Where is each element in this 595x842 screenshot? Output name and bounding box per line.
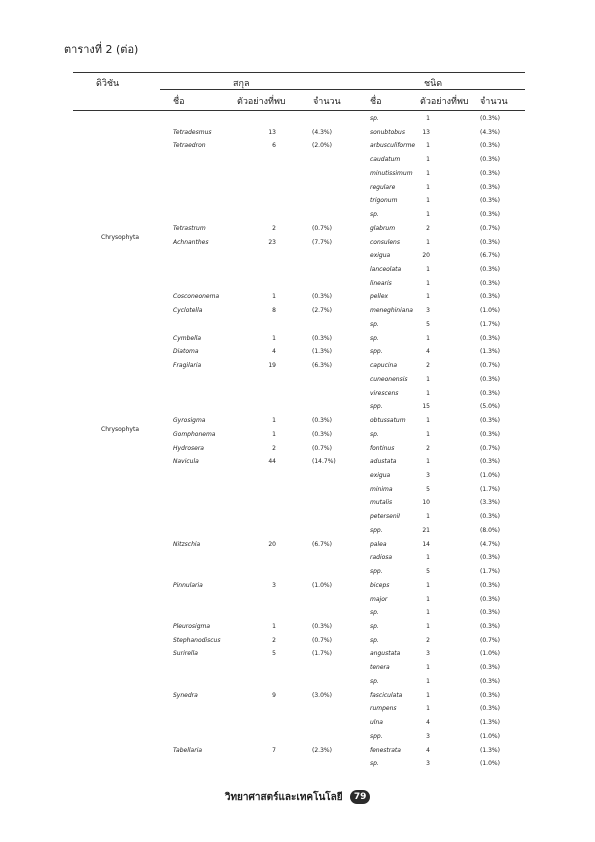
species-count-cell: 3 (426, 307, 430, 315)
species-pct-cell: (4.3%) (480, 128, 500, 136)
species-pct-cell: (1.3%) (480, 746, 500, 754)
genus-count-cell: 2 (272, 636, 276, 644)
species-cell: sonubtobus (370, 128, 405, 136)
species-pct-cell: (1.0%) (480, 471, 500, 479)
species-cell: meneghiniana (370, 307, 413, 315)
species-pct-cell: (0.3%) (480, 417, 500, 425)
genus-pct-cell: (7.7%) (312, 238, 332, 246)
species-cell: spp. (370, 403, 383, 411)
species-count-cell: 1 (426, 169, 430, 177)
species-pct-cell: (0.7%) (480, 224, 500, 232)
genus-pct-cell: (4.3%) (312, 128, 332, 136)
header-genus-sample: ตัวอย่างที่พบ (237, 97, 286, 107)
genus-cell: Tabellaria (173, 746, 203, 754)
species-count-cell: 1 (426, 211, 430, 219)
genus-cell: Fragilaria (173, 362, 202, 370)
species-cell: regulare (370, 183, 396, 191)
species-pct-cell: (0.3%) (480, 211, 500, 219)
genus-pct-cell: (0.3%) (312, 293, 332, 301)
species-cell: caudatum (370, 156, 401, 164)
species-pct-cell: (0.3%) (480, 375, 500, 383)
genus-cell: Pleurosigma (173, 623, 211, 630)
species-count-cell: 14 (422, 540, 430, 548)
genus-pct-cell: (0.3%) (312, 430, 332, 438)
species-cell: spp. (370, 526, 383, 534)
species-cell: sp. (370, 623, 379, 630)
species-pct-cell: (1.3%) (480, 719, 500, 727)
species-cell: radiosa (370, 554, 393, 562)
header-species-name: ชื่อ (370, 97, 382, 107)
species-cell: fontinus (370, 444, 395, 452)
species-pct-cell: (1.7%) (480, 568, 500, 576)
genus-pct-cell: (0.3%) (312, 334, 332, 342)
species-count-cell: 3 (426, 760, 430, 768)
species-count-cell: 1 (426, 458, 430, 466)
genus-count-cell: 13 (268, 128, 276, 136)
species-count-cell: 1 (426, 430, 430, 438)
species-pct-cell: (0.3%) (480, 691, 500, 699)
species-count-cell: 4 (426, 746, 430, 754)
species-count-cell: 1 (426, 554, 430, 562)
species-pct-cell: (1.0%) (480, 760, 500, 768)
species-pct-cell: (1.0%) (480, 307, 500, 315)
genus-count-cell: 1 (272, 417, 276, 425)
species-cell: exigua (370, 252, 391, 260)
genus-cell: Gomphonema (173, 430, 216, 438)
species-cell: sp. (370, 320, 379, 328)
species-cell: minima (370, 485, 393, 493)
genus-cell: Pinnularia (173, 581, 203, 589)
species-cell: sp. (370, 334, 379, 342)
genus-count-cell: 5 (272, 650, 276, 658)
genus-pct-cell: (0.3%) (312, 623, 332, 630)
genus-pct-cell: (0.7%) (312, 224, 332, 232)
species-count-cell: 1 (426, 142, 430, 150)
species-count-cell: 1 (426, 375, 430, 383)
species-count-cell: 5 (426, 485, 430, 493)
species-pct-cell: (4.7%) (480, 540, 500, 548)
species-cell: sp. (370, 430, 379, 438)
species-cell: sp. (370, 211, 379, 219)
species-count-cell: 1 (426, 609, 430, 617)
species-pct-cell: (8.0%) (480, 526, 500, 534)
species-pct-cell: (6.7%) (480, 252, 500, 260)
species-count-cell: 21 (422, 526, 430, 534)
species-count-cell: 1 (426, 691, 430, 699)
species-count-cell: 2 (426, 362, 430, 370)
species-count-cell: 1 (426, 513, 430, 521)
species-pct-cell: (0.3%) (480, 156, 500, 164)
species-pct-cell: (0.3%) (480, 581, 500, 589)
species-pct-cell: (1.3%) (480, 348, 500, 356)
species-pct-cell: (1.7%) (480, 485, 500, 493)
genus-pct-cell: (14.7%) (312, 458, 336, 466)
species-pct-cell: (0.3%) (480, 238, 500, 246)
species-pct-cell: (0.7%) (480, 636, 500, 644)
species-cell: linearis (370, 279, 392, 287)
species-count-cell: 1 (426, 705, 430, 713)
page-footer (0, 790, 595, 805)
species-count-cell: 10 (422, 499, 430, 507)
genus-cell: Navicula (173, 458, 199, 466)
species-pct-cell: (0.3%) (480, 705, 500, 713)
header-mid-rule (160, 89, 525, 90)
species-count-cell: 3 (426, 732, 430, 740)
species-pct-cell: (0.3%) (480, 677, 500, 685)
species-pct-cell: (0.3%) (480, 142, 500, 150)
species-pct-cell: (0.3%) (480, 115, 500, 122)
table-top-rule (73, 72, 525, 73)
species-pct-cell: (0.3%) (480, 554, 500, 562)
species-cell: spp. (370, 568, 383, 576)
species-cell: capucina (370, 362, 398, 370)
header-genus-group: สกุล (233, 79, 250, 89)
species-cell: virescens (370, 389, 399, 397)
species-count-cell: 1 (426, 677, 430, 685)
species-count-cell: 1 (426, 115, 430, 122)
genus-count-cell: 9 (272, 691, 276, 699)
species-cell: spp. (370, 732, 383, 740)
genus-count-cell: 8 (272, 307, 276, 315)
species-pct-cell: (0.3%) (480, 266, 500, 274)
genus-pct-cell: (1.3%) (312, 348, 332, 356)
species-pct-cell: (0.3%) (480, 458, 500, 466)
header-genus-name: ชื่อ (173, 97, 185, 107)
species-count-cell: 4 (426, 348, 430, 356)
genus-cell: Tetrastrum (173, 224, 206, 232)
species-count-cell: 1 (426, 595, 430, 603)
species-pct-cell: (0.3%) (480, 334, 500, 342)
genus-count-cell: 19 (268, 362, 276, 370)
species-count-cell: 1 (426, 197, 430, 205)
species-count-cell: 5 (426, 320, 430, 328)
header-bottom-rule (73, 110, 525, 111)
species-count-cell: 1 (426, 664, 430, 672)
genus-count-cell: 1 (272, 623, 276, 630)
genus-count-cell: 3 (272, 581, 276, 589)
species-cell: obtussatum (370, 417, 406, 425)
species-cell: angustata (370, 650, 401, 658)
species-cell: cuneonensis (370, 375, 408, 383)
genus-count-cell: 20 (268, 540, 276, 548)
species-cell: fenestrata (370, 746, 401, 754)
species-pct-cell: (0.3%) (480, 183, 500, 191)
genus-pct-cell: (0.3%) (312, 417, 332, 425)
genus-pct-cell: (0.7%) (312, 444, 332, 452)
genus-count-cell: 6 (272, 142, 276, 150)
genus-cell: Tetradesmus (173, 128, 212, 136)
species-pct-cell: (0.7%) (480, 444, 500, 452)
genus-cell: Diatoma (173, 348, 199, 356)
species-cell: trigonum (370, 197, 398, 205)
species-cell: sp. (370, 636, 379, 644)
journal-name: วิทยาศาสตร์และเทคโนโลยี (224, 792, 343, 803)
species-count-cell: 15 (422, 403, 430, 411)
genus-count-cell: 2 (272, 224, 276, 232)
species-cell: adustata (370, 458, 397, 466)
species-count-cell: 2 (426, 444, 430, 452)
genus-pct-cell: (3.0%) (312, 691, 332, 699)
genus-pct-cell: (1.7%) (312, 650, 332, 658)
species-count-cell: 1 (426, 156, 430, 164)
genus-pct-cell: (1.0%) (312, 581, 332, 589)
species-count-cell: 1 (426, 334, 430, 342)
species-pct-cell: (3.3%) (480, 499, 500, 507)
species-count-cell: 3 (426, 650, 430, 658)
genus-pct-cell: (6.3%) (312, 362, 332, 370)
species-count-cell: 1 (426, 183, 430, 191)
genus-count-cell: 1 (272, 430, 276, 438)
species-count-cell: 1 (426, 293, 430, 301)
species-count-cell: 4 (426, 719, 430, 727)
header-species-sample: ตัวอย่างที่พบ (420, 97, 469, 107)
species-cell: sp. (370, 115, 379, 122)
species-cell: arbusculiforme (370, 142, 416, 150)
genus-count-cell: 7 (272, 746, 276, 754)
species-cell: sp. (370, 760, 379, 768)
genus-cell: Nitzschia (173, 540, 201, 548)
species-count-cell: 13 (422, 128, 430, 136)
genus-cell: Cymbella (173, 334, 202, 342)
species-cell: fasciculata (370, 691, 403, 699)
genus-cell: Surirella (173, 650, 198, 658)
genus-count-cell: 1 (272, 334, 276, 342)
division-cell: Chrysophyta (101, 426, 139, 434)
header-division: ดิวิชัน (96, 79, 120, 89)
species-pct-cell: (0.3%) (480, 664, 500, 672)
species-cell: rumpens (370, 705, 397, 713)
species-count-cell: 2 (426, 224, 430, 232)
genus-cell: Cosconeonema (173, 293, 220, 301)
species-cell: pellex (370, 293, 389, 301)
genus-count-cell: 23 (268, 238, 276, 246)
genus-cell: Achnanthes (173, 238, 209, 246)
species-count-cell: 1 (426, 238, 430, 246)
species-cell: consulens (370, 238, 400, 246)
header-species-count: จำนวน (480, 97, 508, 107)
species-count-cell: 1 (426, 279, 430, 287)
species-count-cell: 1 (426, 623, 430, 630)
species-cell: tenera (370, 664, 390, 672)
species-count-cell: 1 (426, 389, 430, 397)
species-cell: major (370, 595, 388, 603)
genus-pct-cell: (2.0%) (312, 142, 332, 150)
species-pct-cell: (0.3%) (480, 513, 500, 521)
species-count-cell: 1 (426, 581, 430, 589)
species-pct-cell: (0.3%) (480, 197, 500, 205)
genus-count-cell: 44 (268, 458, 276, 466)
genus-cell: Synedra (173, 691, 198, 699)
species-pct-cell: (0.3%) (480, 279, 500, 287)
genus-count-cell: 4 (272, 348, 276, 356)
genus-count-cell: 1 (272, 293, 276, 301)
species-cell: sp. (370, 677, 379, 685)
header-species-group: ชนิด (424, 79, 443, 89)
species-count-cell: 1 (426, 266, 430, 274)
species-count-cell: 5 (426, 568, 430, 576)
species-pct-cell: (1.7%) (480, 320, 500, 328)
species-pct-cell: (0.3%) (480, 595, 500, 603)
species-cell: minutissimum (370, 169, 413, 177)
genus-cell: Cyclotella (173, 307, 203, 315)
species-cell: palea (370, 540, 387, 548)
genus-cell: Stephanodiscus (173, 636, 221, 644)
species-cell: glabrum (370, 224, 396, 232)
species-pct-cell: (0.3%) (480, 169, 500, 177)
species-cell: exigua (370, 471, 391, 479)
genus-cell: Tetraedron (173, 142, 206, 150)
species-count-cell: 20 (422, 252, 430, 260)
species-pct-cell: (0.3%) (480, 430, 500, 438)
genus-cell: Hydrosera (173, 444, 204, 452)
genus-pct-cell: (2.7%) (312, 307, 332, 315)
page-number: 79 (350, 790, 370, 804)
species-cell: spp. (370, 348, 383, 356)
species-cell: mutalis (370, 499, 393, 507)
species-pct-cell: (0.3%) (480, 389, 500, 397)
species-pct-cell: (1.0%) (480, 732, 500, 740)
genus-pct-cell: (2.3%) (312, 746, 332, 754)
species-pct-cell: (0.3%) (480, 293, 500, 301)
genus-pct-cell: (0.7%) (312, 636, 332, 644)
species-pct-cell: (0.7%) (480, 362, 500, 370)
species-count-cell: 2 (426, 636, 430, 644)
species-pct-cell: (0.3%) (480, 609, 500, 617)
species-pct-cell: (1.0%) (480, 650, 500, 658)
genus-count-cell: 2 (272, 444, 276, 452)
species-cell: biceps (370, 581, 390, 589)
species-cell: sp. (370, 609, 379, 617)
species-count-cell: 3 (426, 471, 430, 479)
species-cell: ulna (370, 719, 383, 727)
species-pct-cell: (0.3%) (480, 623, 500, 630)
division-cell: Chrysophyta (101, 233, 139, 241)
table-caption: ตารางที่ 2 (ต่อ) (64, 43, 139, 56)
genus-pct-cell: (6.7%) (312, 540, 332, 548)
genus-cell: Gyrosigma (173, 417, 206, 425)
species-count-cell: 1 (426, 417, 430, 425)
species-pct-cell: (5.0%) (480, 403, 500, 411)
species-cell: lanceolata (370, 266, 402, 274)
species-cell: peterseniI (370, 513, 401, 521)
header-genus-count: จำนวน (313, 97, 341, 107)
